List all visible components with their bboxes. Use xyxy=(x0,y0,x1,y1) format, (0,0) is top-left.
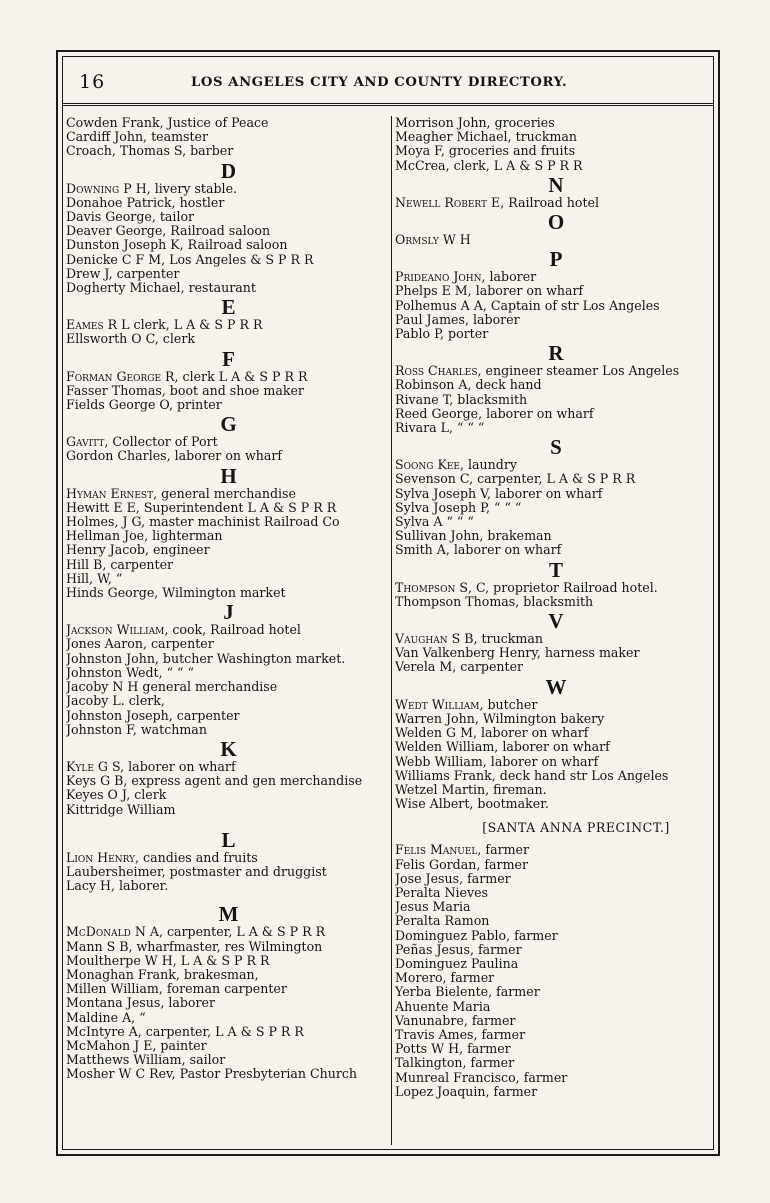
directory-entry: Jackson William, cook, Railroad hotel xyxy=(66,623,301,638)
directory-entry: Vaughan S B, truckman xyxy=(395,632,543,647)
directory-entry: Morero, farmer xyxy=(395,971,495,986)
directory-entry: Davis George, tailor xyxy=(66,210,195,225)
directory-entry: Thompson Thomas, blacksmith xyxy=(395,594,594,609)
directory-entry: Downing P H, livery stable. xyxy=(66,181,238,196)
directory-entry: Phelps E M, laborer on wharf xyxy=(395,284,584,299)
directory-entry: Drew J, carpenter xyxy=(66,266,180,281)
directory-entry: Talkington, farmer xyxy=(395,1056,515,1071)
directory-entry: Smith A, laborer on wharf xyxy=(395,543,562,558)
directory-entry: Cardiff John, teamster xyxy=(66,130,209,145)
directory-entry: Donahoe Patrick, hostler xyxy=(66,195,225,210)
directory-entry: Hinds George, Wilmington market xyxy=(66,586,286,601)
directory-entry: Webb William, laborer on wharf xyxy=(395,754,599,769)
page-number: 16 xyxy=(79,71,106,93)
page-header xyxy=(63,57,713,106)
directory-entry: Lion Henry, candies and fruits xyxy=(66,850,258,865)
directory-entry: Thompson S, C, proprietor Railroad hotel. xyxy=(395,580,658,595)
directory-entry: Wedt William, butcher xyxy=(395,697,538,712)
directory-entry: Rivane T, blacksmith xyxy=(395,392,528,407)
directory-page xyxy=(56,50,720,1156)
directory-entry: Johnston Wedt, “ “ “ xyxy=(66,665,194,680)
directory-entry: Kyle G S, laborer on wharf xyxy=(66,759,236,774)
directory-entry: Keys G B, express agent and gen merchandise xyxy=(66,774,363,789)
directory-entry: Dogherty Michael, restaurant xyxy=(66,281,256,296)
directory-entry: Newell Robert E, Railroad hotel xyxy=(395,195,599,210)
directory-entry: Johnston Joseph, carpenter xyxy=(66,708,240,723)
directory-entry: Sullivan John, brakeman xyxy=(395,529,552,544)
directory-entry: Johnston John, butcher Washington market. xyxy=(66,651,346,666)
directory-entry: Holmes, J G, master machinist Railroad Co xyxy=(66,515,340,530)
directory-entry: Hill, W, “ xyxy=(66,571,123,586)
precinct-heading: [SANTA ANNA PRECINCT.] xyxy=(482,820,670,836)
section-letter: D xyxy=(220,158,237,183)
directory-entry: Hewitt E E, Superintendent L A & S P R R xyxy=(66,500,337,515)
directory-entry: Kittridge William xyxy=(66,802,176,817)
directory-entry: Van Valkenberg Henry, harness maker xyxy=(395,646,640,661)
directory-entry: Fields George O, printer xyxy=(66,398,222,413)
directory-entry: Dominguez Paulina xyxy=(395,956,519,971)
directory-entry: Robinson A, deck hand xyxy=(395,378,542,393)
directory-entry: McCrea, clerk, L A & S P R R xyxy=(395,158,583,173)
directory-entry: Jacoby L. clerk, xyxy=(66,694,165,709)
directory-entry: Pablo P, porter xyxy=(395,327,489,342)
directory-entry: Hellman Joe, lighterman xyxy=(66,529,223,544)
directory-entry: Travis Ames, farmer xyxy=(395,1027,526,1042)
section-letter: O xyxy=(547,210,565,235)
directory-entry: Peralta Nieves xyxy=(395,885,489,900)
page-inner-border xyxy=(62,56,714,1150)
section-letter: M xyxy=(218,902,239,927)
directory-entry: Jesus Maria xyxy=(395,900,471,915)
directory-entry: Maldine A, “ xyxy=(66,1010,146,1025)
directory-entry: Rivara L, “ “ “ xyxy=(395,421,485,436)
section-letter: K xyxy=(220,736,237,761)
section-letter: T xyxy=(548,557,563,582)
directory-entry: Reed George, laborer on wharf xyxy=(395,406,594,421)
directory-entry: Jones Aaron, carpenter xyxy=(66,637,214,652)
directory-entry: Jacoby N H general merchandise xyxy=(66,680,278,695)
directory-entry: Polhemus A A, Captain of str Los Angeles xyxy=(395,298,660,313)
directory-entry: Sylva Joseph V, laborer on wharf xyxy=(395,486,603,501)
directory-entry: Williams Frank, deck hand str Los Angeles xyxy=(395,768,669,783)
section-letter: F xyxy=(222,346,235,371)
directory-entry: Fasser Thomas, boot and shoe maker xyxy=(66,383,304,398)
directory-entry: Lacy H, laborer. xyxy=(66,879,169,894)
section-letter: L xyxy=(221,827,236,852)
section-letter: E xyxy=(221,295,236,320)
directory-entry: Gordon Charles, laborer on wharf xyxy=(66,449,283,464)
section-letter: R xyxy=(548,341,564,366)
directory-entry: Paul James, laborer xyxy=(395,312,520,327)
directory-entry: Ormsly W H xyxy=(395,233,471,248)
directory-entry: Montana Jesus, laborer xyxy=(66,996,215,1011)
directory-entry: Yerba Bielente, farmer xyxy=(395,985,540,1000)
directory-entry: Sylva Joseph P, “ “ “ xyxy=(395,500,522,515)
directory-entry: Millen William, foreman carpenter xyxy=(66,982,287,997)
directory-entry: Forman George R, clerk L A & S P R R xyxy=(66,369,308,384)
directory-entry: Prideano John, laborer xyxy=(395,270,537,285)
directory-entry: McDonald N A, carpenter, L A & S P R R xyxy=(66,925,326,940)
directory-entry: Ross Charles, engineer steamer Los Angeles xyxy=(395,364,680,379)
directory-entry: Dunston Joseph K, Railroad saloon xyxy=(66,238,288,253)
section-letter: N xyxy=(548,172,564,197)
directory-entry: Moultherpe W H, L A & S P R R xyxy=(66,953,270,968)
directory-entry: Dominguez Pablo, farmer xyxy=(395,928,558,943)
directory-entry: Denicke C F M, Los Angeles & S P R R xyxy=(66,252,314,267)
directory-entry: Laubersheimer, postmaster and druggist xyxy=(66,864,327,879)
section-letter: W xyxy=(545,674,567,699)
directory-entry: Peñas Jesus, farmer xyxy=(395,942,522,957)
directory-entry: Wetzel Martin, fireman. xyxy=(395,782,547,797)
directory-entry: Lopez Joaquin, farmer xyxy=(395,1084,538,1099)
directory-entry: Cowden Frank, Justice of Peace xyxy=(66,116,269,130)
directory-entry: Henry Jacob, engineer xyxy=(66,543,210,558)
directory-entry: Wise Albert, bootmaker. xyxy=(395,797,549,812)
section-letter: S xyxy=(550,435,562,460)
directory-entry: Mosher W C Rev, Pastor Presbyterian Church xyxy=(66,1067,358,1082)
directory-entry: Jose Jesus, farmer xyxy=(395,871,511,886)
directory-entry: Keyes O J, clerk xyxy=(66,788,167,803)
directory-entry: Potts W H, farmer xyxy=(395,1042,511,1057)
directory-entry: Verela M, carpenter xyxy=(395,660,524,675)
directory-entry: Felis Gordan, farmer xyxy=(395,857,528,872)
directory-entry: McIntyre A, carpenter, L A & S P R R xyxy=(66,1024,304,1039)
directory-entry: Ahuente Maria xyxy=(395,999,491,1014)
directory-entry: Johnston F, watchman xyxy=(66,722,207,737)
directory-entry: Mann S B, wharfmaster, res Wilmington xyxy=(66,939,323,954)
directory-entry: McMahon J E, painter xyxy=(66,1038,207,1053)
directory-entry: Croach, Thomas S, barber xyxy=(66,144,234,159)
directory-entry: Welden G M, laborer on wharf xyxy=(395,726,589,741)
directory-entry: Warren John, Wilmington bakery xyxy=(395,711,605,726)
directory-entry: Munreal Francisco, farmer xyxy=(395,1070,568,1085)
section-letter: V xyxy=(548,609,564,634)
section-letter: H xyxy=(220,463,237,488)
directory-entry: Gavitt, Collector of Port xyxy=(66,435,218,450)
directory-entry: Peralta Ramon xyxy=(395,914,490,929)
directory-entry: Moya F, groceries and fruits xyxy=(395,144,576,159)
directory-entry: Soong Kee, laundry xyxy=(395,458,517,473)
directory-entry: Eames R L clerk, L A & S P R R xyxy=(66,318,263,333)
right-column xyxy=(395,116,717,1145)
directory-entry: Sevenson C, carpenter, L A & S P R R xyxy=(395,472,636,487)
directory-entry: Sylva A “ “ “ xyxy=(395,515,474,530)
directory-entry: Vanunabre, farmer xyxy=(395,1013,516,1028)
running-title: LOS ANGELES CITY AND COUNTY DIRECTORY. xyxy=(191,75,568,90)
section-letter: J xyxy=(223,600,234,625)
directory-entry: Welden William, laborer on wharf xyxy=(395,740,610,755)
directory-entry: Hill B, carpenter xyxy=(66,557,174,572)
directory-entry: Matthews William, sailor xyxy=(66,1053,226,1068)
directory-entry: Monaghan Frank, brakesman, xyxy=(66,967,259,982)
directory-entry: Felis Manuel, farmer xyxy=(395,843,530,858)
directory-entry: Ellsworth O C, clerk xyxy=(66,332,195,347)
left-column xyxy=(66,116,392,1145)
directory-entry: Deaver George, Railroad saloon xyxy=(66,224,271,239)
directory-entry: Morrison John, groceries xyxy=(395,116,555,130)
section-letter: P xyxy=(549,247,563,272)
directory-entry: Hyman Ernest, general merchandise xyxy=(66,486,296,501)
directory-entry: Meagher Michael, truckman xyxy=(395,130,578,145)
section-letter: G xyxy=(220,412,237,437)
